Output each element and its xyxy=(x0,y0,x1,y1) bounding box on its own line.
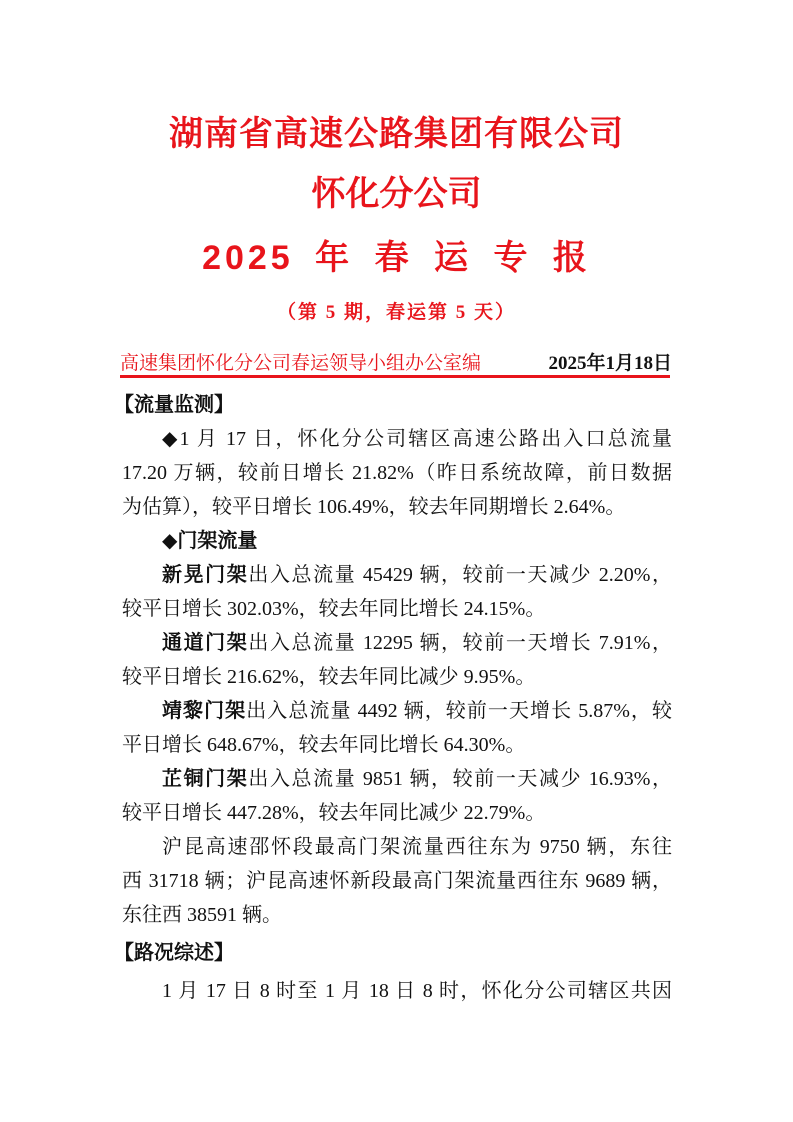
issue-number: （第 5 期，春运第 5 天） xyxy=(276,302,516,323)
gantry-name: 通道门架 xyxy=(162,632,249,654)
hukun-line: 沪昆高速邵怀段最高门架流量西往东为 9750 辆，东往 xyxy=(162,836,672,858)
gantry-name: 新晃门架 xyxy=(162,564,249,586)
doc-title-report: 2025 年 春 运 专 报 xyxy=(202,239,591,277)
gantry-text: 出入总流量 4492 辆，较前一天增长 5.87%，较 xyxy=(246,700,672,722)
doc-body xyxy=(114,388,672,1008)
doc-title-branch: 怀化分公司 xyxy=(311,175,482,213)
gantry-text: 出入总流量 45429 辆，较前一天减少 2.20%， xyxy=(248,564,672,586)
gantry-text: 出入总流量 9851 辆，较前一天减少 16.93%， xyxy=(248,768,672,790)
gantry-name: 芷铜门架 xyxy=(162,768,249,790)
summary-line: ◆1 月 17 日，怀化分公司辖区高速公路出入口总流量 xyxy=(162,428,672,450)
gantry-line xyxy=(122,694,672,728)
hukun-line: 西 31718 辆；沪昆高速怀新段最高门架流量西往东 9689 辆， xyxy=(122,870,672,892)
section-heading-traffic: 【流量监测】 xyxy=(114,394,234,416)
summary-line: 17.20 万辆，较前日增长 21.82%（昨日系统故障，前日数据 xyxy=(122,462,672,484)
report-date: 2025年1月18日 xyxy=(548,353,672,374)
hukun-line: 东往西 38591 辆。 xyxy=(122,904,282,926)
gantry-line xyxy=(122,558,672,592)
editor-org: 高速集团怀化分公司春运领导小组办公室编 xyxy=(120,353,482,374)
doc-title-company: 湖南省高速公路集团有限公司 xyxy=(169,115,624,153)
gantry-line xyxy=(122,626,672,660)
gantry-line: 平日增长 648.67%，较去年同比增长 64.30%。 xyxy=(122,734,526,756)
doc-header xyxy=(120,348,672,376)
road-line: 1 月 17 日 8 时至 1 月 18 日 8 时，怀化分公司辖区共因 xyxy=(162,980,672,1002)
gantry-heading: ◆门架流量 xyxy=(162,530,258,552)
gantry-line xyxy=(122,762,672,796)
gantry-text: 出入总流量 12295 辆，较前一天增长 7.91%， xyxy=(248,632,672,654)
section-heading-road: 【路况综述】 xyxy=(114,942,234,964)
summary-line: 为估算），较平日增长 106.49%，较去年同期增长 2.64%。 xyxy=(122,496,626,518)
header-rule xyxy=(120,375,670,378)
gantry-line: 较平日增长 447.28%，较去年同比减少 22.79%。 xyxy=(122,802,546,824)
gantry-line: 较平日增长 302.03%，较去年同比增长 24.15%。 xyxy=(122,598,546,620)
gantry-line: 较平日增长 216.62%，较去年同比减少 9.95%。 xyxy=(122,666,536,688)
gantry-name: 靖黎门架 xyxy=(162,700,247,722)
